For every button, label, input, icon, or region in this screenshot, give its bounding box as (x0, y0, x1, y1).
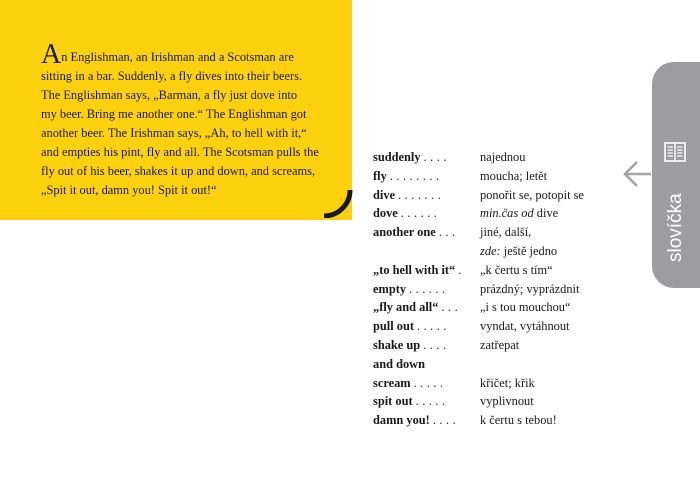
vocab-leader-dots: ...... (400, 206, 441, 221)
vocab-term-text: spit out (373, 394, 413, 409)
vocab-term-text: another one (373, 225, 436, 240)
vocab-leader-dots: ... (441, 300, 462, 315)
vocab-definition (480, 298, 571, 317)
story-text (41, 39, 341, 200)
vocab-definition (480, 280, 579, 299)
vocab-term (373, 392, 449, 411)
vocab-definition (480, 223, 531, 242)
vocab-definition (480, 148, 525, 167)
vocab-term (373, 374, 447, 393)
vocab-definition (480, 317, 569, 336)
vocab-term-text: „fly and all“ (373, 300, 439, 315)
vocab-term-text: empty (373, 281, 407, 296)
vocab-term-text: suddenly (373, 150, 421, 164)
vocab-definition-text: ještě jedno (500, 243, 558, 258)
vocab-leader-dots: .... (423, 150, 450, 164)
vocab-definition (480, 242, 557, 261)
vocab-term (373, 411, 459, 430)
vocab-leader-dots: ..... (416, 319, 450, 334)
vocab-leader-dots: .... (423, 337, 450, 352)
vocab-definition-text: vyndat, vytáhnout (480, 319, 570, 334)
vocab-term-text: damn you! (373, 413, 430, 428)
vocab-definition (480, 374, 535, 393)
vocab-definition (480, 186, 584, 205)
vocab-definition-text: vyplivnout (480, 394, 534, 409)
vocab-definition (480, 392, 534, 411)
vocab-term-text: and down (373, 356, 426, 371)
vocab-definition-text: „k čertu s tím“ (480, 262, 553, 277)
vocab-term (373, 186, 444, 205)
vocab-definition (480, 167, 547, 186)
vocab-term-text: fly (373, 168, 387, 183)
vocab-definition-italic: zde: (480, 243, 501, 258)
vocab-term (373, 317, 450, 336)
vocab-term (373, 167, 443, 186)
vocab-leader-dots: ....... (398, 187, 445, 202)
vocab-term (373, 223, 459, 242)
vocab-definition-text: ponořit se, potopit se (480, 187, 584, 202)
story-line: sitting in a bar. Suddenly, a fly dives into their beers. (41, 69, 303, 83)
vocab-term (373, 242, 376, 261)
vocab-leader-dots: ..... (413, 375, 447, 390)
vocab-leader-dots: ... (438, 225, 459, 240)
vocab-definition-text: moucha; letět (480, 168, 548, 183)
vocab-definition-text: prázdný; vyprázdnit (480, 281, 580, 296)
vocab-definition-italic: min.čas od (480, 206, 534, 221)
story-line: and empties his pint, fly and all. The Scotsman pulls the (41, 145, 319, 159)
vocab-term-text: „to hell with it“ (373, 262, 456, 277)
vocab-term (373, 204, 440, 223)
vocab-leader-dots: ...... (409, 281, 449, 296)
vocab-term (373, 355, 428, 374)
vocab-definition-text: „i s tou mouchou“ (480, 300, 571, 315)
vocab-leader-dots: .... (432, 413, 460, 428)
vocab-term (373, 336, 450, 355)
vocab-term-text: dove (373, 206, 398, 221)
vocab-term (373, 261, 465, 280)
tab-label: slovíčka (665, 193, 686, 262)
vocab-term (373, 148, 450, 167)
vocab-definition-text: najednou (480, 150, 526, 164)
vocab-term (373, 280, 449, 299)
vocab-definition (480, 204, 558, 223)
story-line: fly out of his beer, shakes it up and down, and screams, (41, 164, 316, 178)
vocab-term (373, 298, 461, 317)
vocab-leader-dots: ........ (389, 168, 443, 183)
vocab-definition-text: dive (533, 206, 559, 221)
vocab-definition-text: jiné, další, (480, 225, 532, 240)
vocab-term-text: scream (373, 375, 411, 390)
dropcap: A (41, 39, 62, 70)
story-line: The Englishman says, „Barman, a fly just dove into (41, 88, 298, 102)
vocab-leader-dots: . (458, 262, 465, 277)
book-icon (664, 142, 686, 162)
story-line: An Englishman, an Irishman and a Scotsman are (41, 39, 294, 70)
vocab-term-text: dive (373, 187, 396, 202)
story-line: my beer. Bring me another one.“ The Englishman got (41, 107, 307, 121)
arrow-left-icon[interactable] (621, 158, 653, 190)
vocab-definition-text: zatřepat (480, 337, 520, 352)
vocab-definition (480, 261, 553, 280)
vocab-definition-text: k čertu s tebou! (480, 413, 557, 428)
story-line: another beer. The Irishman says, „Ah, to hell with it,“ (41, 126, 307, 140)
vocab-definition-text: křičet; křik (480, 375, 535, 390)
story-line: „Spit it out, damn you! Spit it out!“ (41, 183, 217, 197)
vocab-leader-dots: ..... (415, 394, 449, 409)
vocab-definition (480, 411, 557, 430)
vocab-term-text: pull out (373, 319, 414, 334)
vocab-definition (480, 336, 519, 355)
vocab-term-text: shake up (373, 337, 421, 352)
